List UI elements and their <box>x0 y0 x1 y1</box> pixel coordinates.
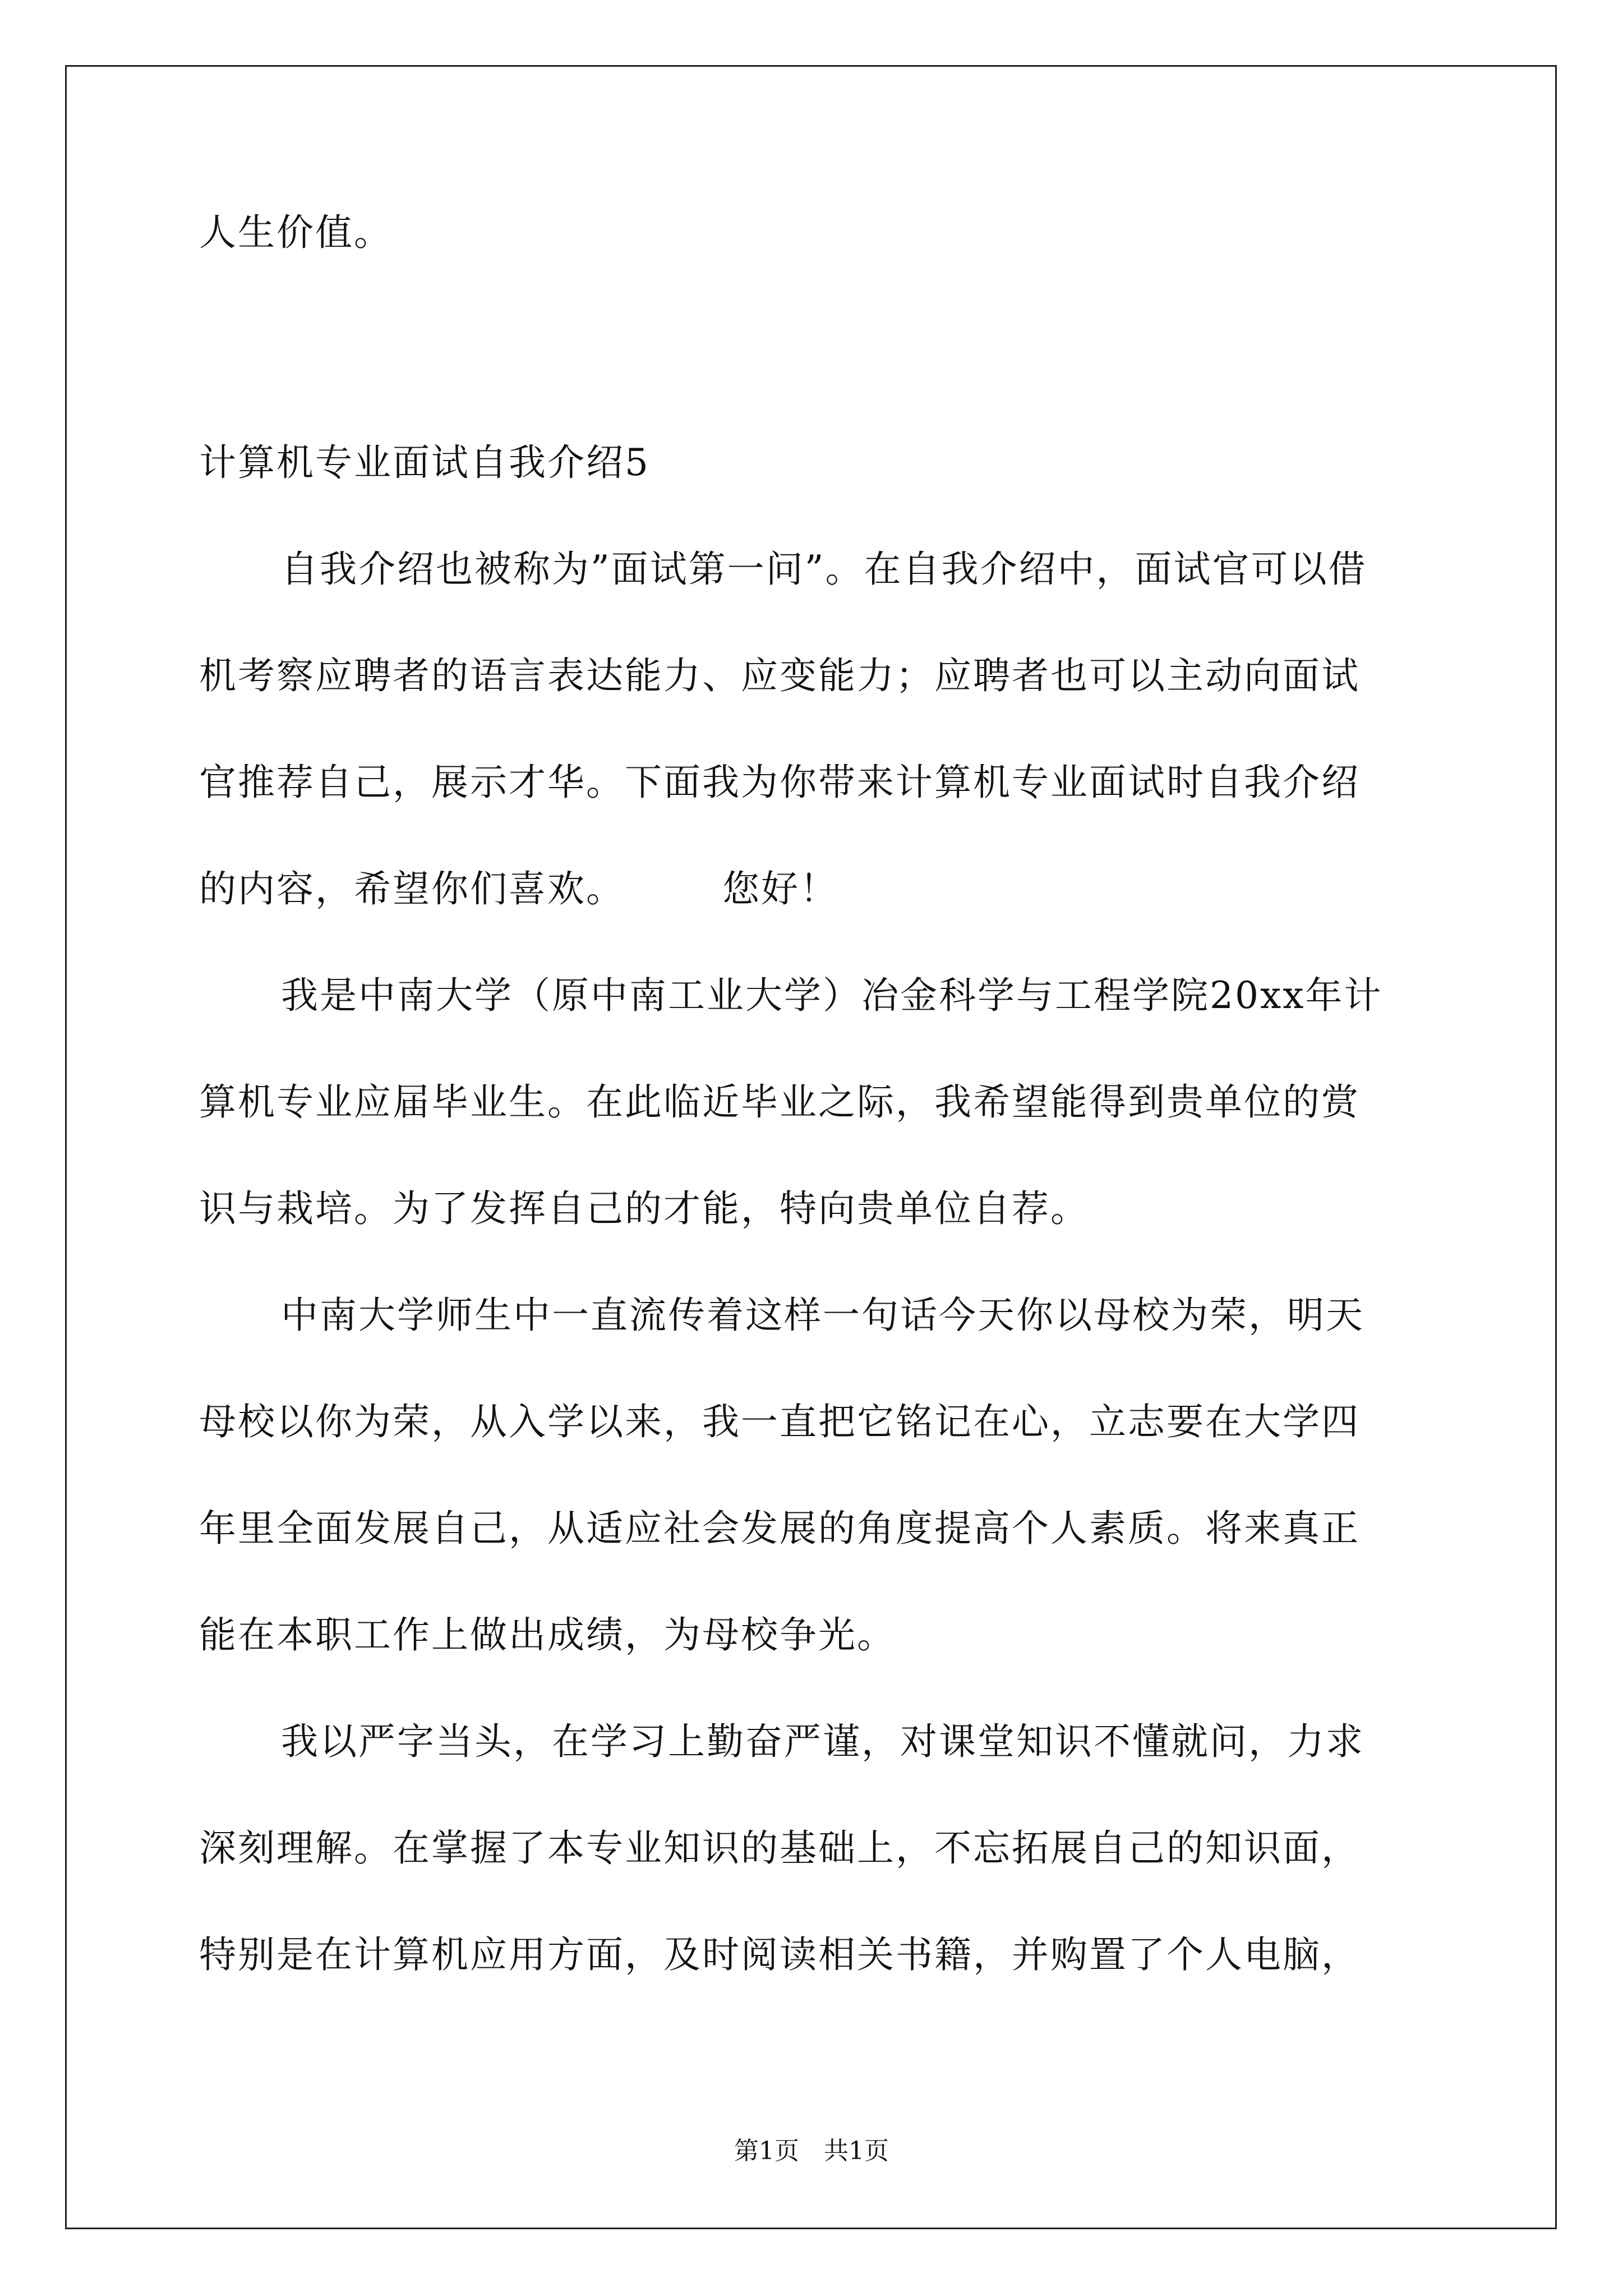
document-body <box>199 202 1433 2031</box>
text-line: 我以严字当头，在学习上勤奋严谨，对课堂知识不懂就问，力求 <box>281 1720 1364 1763</box>
page-footer: 第1页 共1页 <box>734 2137 889 2165</box>
section-heading: 计算机专业面试自我介绍5 <box>199 441 650 484</box>
text-line: 的内容，希望你们喜欢。 您好！ <box>199 867 838 910</box>
text-line: 机考察应聘者的语言表达能力、应变能力；应聘者也可以主动向面试 <box>199 654 1360 697</box>
text-line: 官推荐自己，展示才华。下面我为你带来计算机专业面试时自我介绍 <box>199 761 1360 804</box>
paragraph-gap <box>199 309 1433 432</box>
text-line: 母校以你为荣，从入学以来，我一直把它铭记在心，立志要在大学四 <box>199 1400 1360 1443</box>
text-line: 自我介绍也被称为”面试第一问”。在自我介绍中，面试官可以借 <box>281 547 1367 591</box>
text-line: 年里全面发展自己，从适应社会发展的角度提高个人素质。将来真正 <box>199 1507 1360 1550</box>
text-line: 人生价值。 <box>199 211 393 254</box>
text-line: 能在本职工作上做出成绩，为母校争光。 <box>199 1613 896 1657</box>
text-line: 深刻理解。在掌握了本专业知识的基础上，不忘拓展自己的知识面， <box>199 1826 1360 1870</box>
text-line: 识与栽培。为了发挥自己的才能，特向贵单位自荐。 <box>199 1187 1089 1230</box>
text-line: 中南大学师生中一直流传着这样一句话今天你以母校为荣，明天 <box>281 1294 1364 1337</box>
text-line: 我是中南大学（原中南工业大学）冶金科学与工程学院20xx年计 <box>281 974 1383 1017</box>
text-line: 算机专业应届毕业生。在此临近毕业之际，我希望能得到贵单位的赏 <box>199 1080 1360 1124</box>
text-line: 特别是在计算机应用方面，及时阅读相关书籍，并购置了个人电脑， <box>199 1933 1360 1976</box>
